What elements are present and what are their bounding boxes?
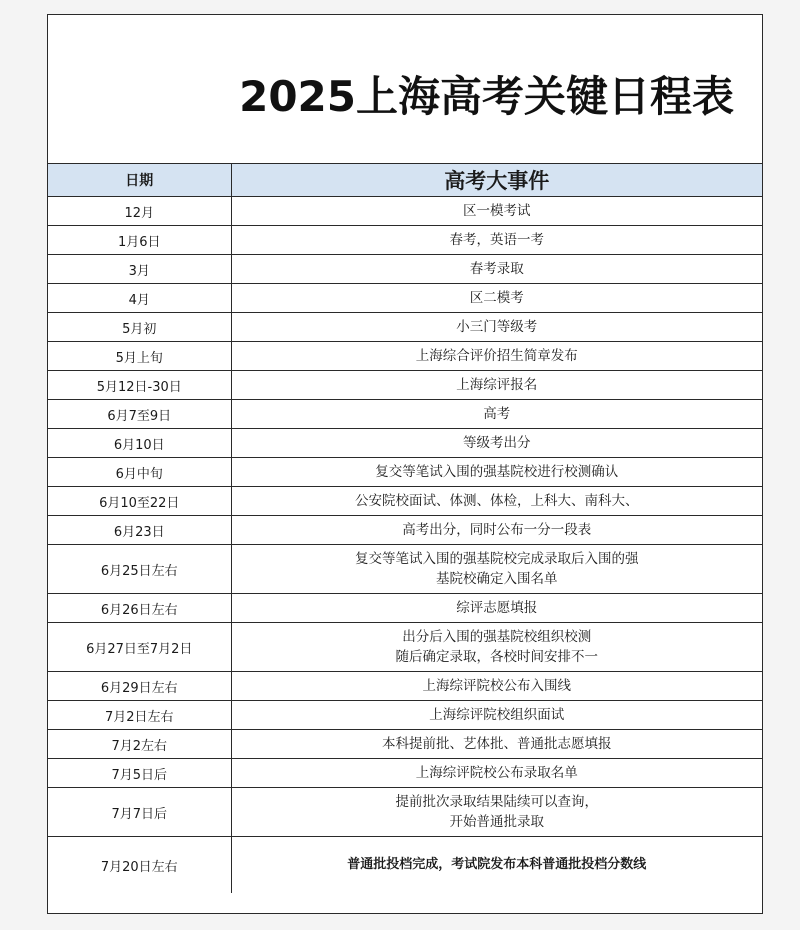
- event-text: 小三门等级考: [456, 319, 538, 335]
- event-cell: [231, 400, 762, 429]
- event-cell: [231, 458, 762, 487]
- table-row: [48, 197, 762, 226]
- table-row: [48, 516, 762, 545]
- date-cell: 7月7日后: [48, 788, 231, 837]
- event-text: 上海综合评价招生简章发布: [415, 348, 578, 364]
- date-cell: 7月2左右: [48, 730, 231, 759]
- date-cell: 6月23日: [48, 516, 231, 545]
- event-cell: [231, 730, 762, 759]
- event-cell: [231, 759, 762, 788]
- table-row: [48, 255, 762, 284]
- date-cell: 6月中旬: [48, 458, 231, 487]
- event-text: 上海综评院校公布入围线: [422, 678, 571, 694]
- date-cell: 1月6日: [48, 226, 231, 255]
- date-cell: 6月27日至7月2日: [48, 623, 231, 672]
- event-text-line-1: 复交等笔试入围的强基院校完成录取后入围的强: [355, 551, 639, 567]
- table-row: [48, 342, 762, 371]
- event-cell: [231, 516, 762, 545]
- event-cell: [231, 837, 762, 894]
- table-row: [48, 701, 762, 730]
- event-text: 高考出分，同时公布一分一段表: [402, 522, 592, 538]
- schedule-sheet: [47, 14, 763, 914]
- table-row: [48, 788, 762, 837]
- event-text: 上海综评院校组织面试: [429, 707, 565, 723]
- event-text: 复交等笔试入围的强基院校进行校测确认: [375, 464, 619, 480]
- table-row: [48, 371, 762, 400]
- event-cell: [231, 672, 762, 701]
- event-cell: [231, 487, 762, 516]
- date-cell: 6月10至22日: [48, 487, 231, 516]
- event-text: 本科提前批、艺体批、普通批志愿填报: [382, 736, 612, 752]
- event-text: 区二模考: [469, 290, 524, 306]
- event-text: 普通批投档完成，考试院发布本科普通批投档分数线: [347, 857, 647, 872]
- event-cell: [231, 313, 762, 342]
- page-title: 2025上海高考关键日程表: [48, 15, 762, 164]
- event-text-line-2: 基院校确定入围名单: [436, 571, 558, 587]
- table-row: [48, 759, 762, 788]
- date-cell: 7月2日左右: [48, 701, 231, 730]
- event-column-header: 高考大事件: [231, 164, 762, 197]
- table-row: [48, 487, 762, 516]
- event-text: 高考: [483, 406, 511, 422]
- table-row: [48, 458, 762, 487]
- table-row: [48, 730, 762, 759]
- date-cell: 12月: [48, 197, 231, 226]
- table-row: [48, 672, 762, 701]
- event-cell: [231, 371, 762, 400]
- event-cell: [231, 255, 762, 284]
- date-cell: 6月29日左右: [48, 672, 231, 701]
- date-cell: 6月25日左右: [48, 545, 231, 594]
- table-row: [48, 400, 762, 429]
- event-cell: [231, 545, 762, 594]
- event-cell: [231, 429, 762, 458]
- event-cell: [231, 594, 762, 623]
- event-cell: [231, 342, 762, 371]
- event-text: 上海综评报名: [456, 377, 538, 393]
- table-row: [48, 313, 762, 342]
- date-cell: 6月7至9日: [48, 400, 231, 429]
- event-text-line-2: 随后确定录取，各校时间安排不一: [395, 649, 598, 665]
- event-cell: [231, 788, 762, 837]
- event-cell: [231, 284, 762, 313]
- date-cell: 4月: [48, 284, 231, 313]
- event-cell: [231, 197, 762, 226]
- event-text: 综评志愿填报: [456, 600, 538, 616]
- table-row: [48, 594, 762, 623]
- event-text-line-1: 出分后入围的强基院校组织校测: [402, 629, 592, 645]
- event-cell: [231, 701, 762, 730]
- table-row: [48, 545, 762, 594]
- date-cell: 7月20日左右: [48, 837, 231, 894]
- date-cell: 6月26日左右: [48, 594, 231, 623]
- event-text: 区一模考试: [463, 203, 531, 219]
- event-text: 春考，英语一考: [449, 232, 544, 248]
- event-cell: [231, 623, 762, 672]
- table-row: [48, 226, 762, 255]
- date-cell: 6月10日: [48, 429, 231, 458]
- table-row: [48, 284, 762, 313]
- table-row: [48, 429, 762, 458]
- event-text: 上海综评院校公布录取名单: [415, 765, 578, 781]
- date-cell: 5月上旬: [48, 342, 231, 371]
- date-cell: 5月初: [48, 313, 231, 342]
- date-cell: 3月: [48, 255, 231, 284]
- event-text: 等级考出分: [463, 435, 531, 451]
- date-cell: 5月12日-30日: [48, 371, 231, 400]
- date-cell: 7月5日后: [48, 759, 231, 788]
- event-text: 春考录取: [469, 261, 524, 277]
- event-text-line-1: 提前批次录取结果陆续可以查询，: [395, 794, 598, 810]
- event-text: 公安院校面试、体测、体检，上科大、南科大、: [355, 493, 639, 509]
- schedule-table: [48, 164, 762, 893]
- table-row: [48, 837, 762, 894]
- event-cell: [231, 226, 762, 255]
- event-text-line-2: 开始普通批录取: [449, 814, 544, 830]
- table-header-row: [48, 164, 762, 197]
- table-row: [48, 623, 762, 672]
- date-column-header: 日期: [48, 164, 231, 197]
